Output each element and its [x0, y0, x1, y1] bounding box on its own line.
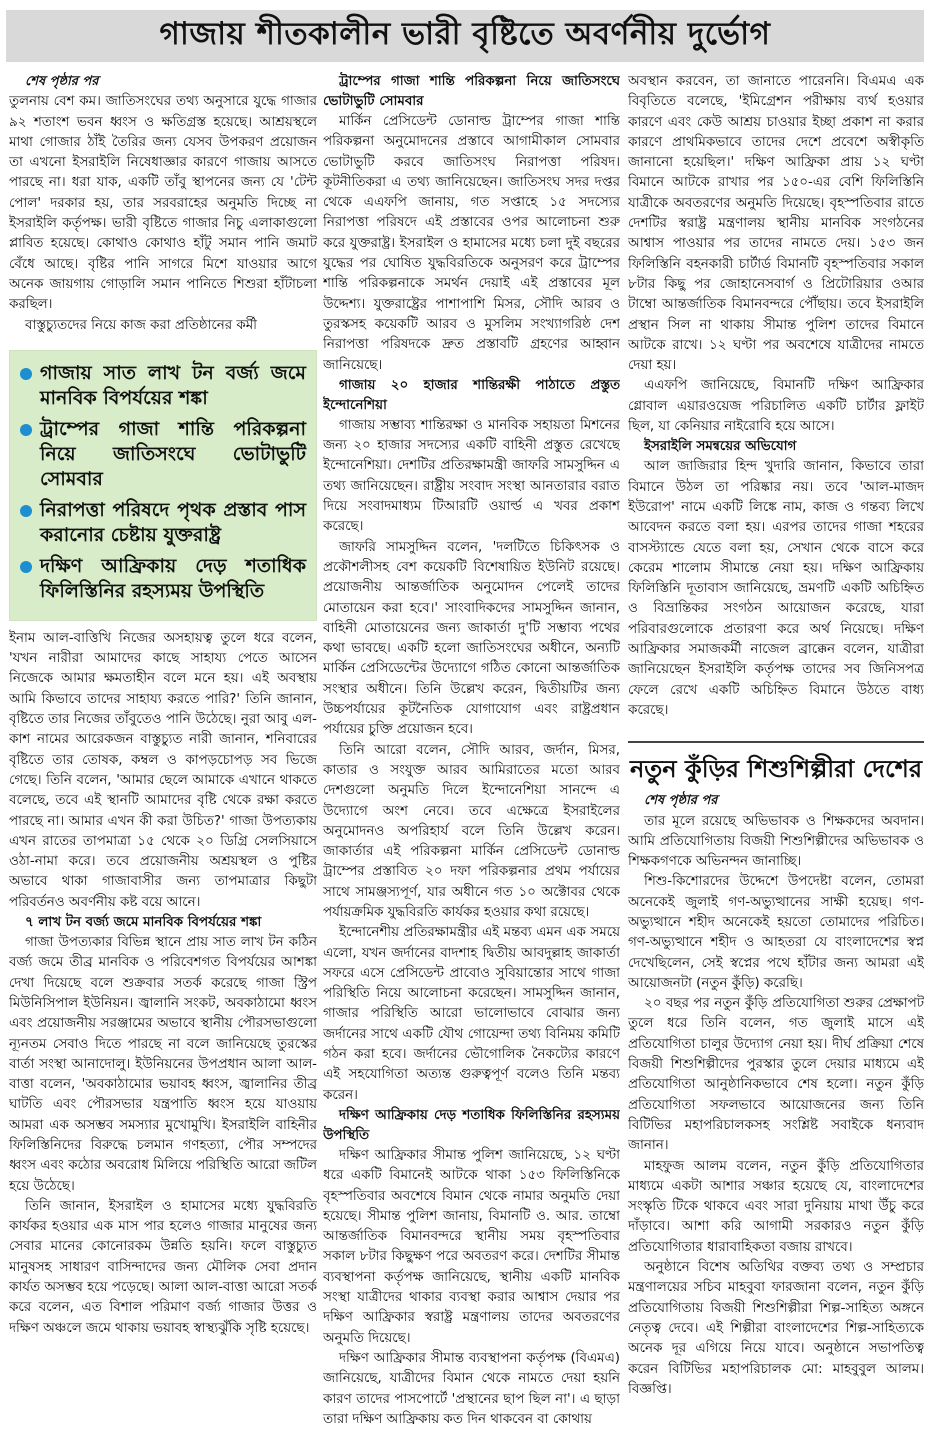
paragraph: অনুষ্ঠানে বিশেষ অতিথির বক্তব্য তথ্য ও সম্প্রচার মন্ত্রণালয়ের সচিব মাহবুবা ফারজানা বলেন, নতুন কুঁড়ি প্রতিযোগিতায় বিজয়ী শিশুশিল্পীরা শিল্প-সাহিত্য অঙ্গনে নেতৃত্ব দেবে। এই শিল্পীরা বাংলাদেশের শিল্প-সাহিত্যকে অনেক দূর এগিয়ে নিয়ে যাবে। অনুষ্ঠানে সভাপতিত্ব করেন বিটিভির মহাপরিচালক মো: মাহবুবুল আলম। বিজ্ঞপ্তি।	[628, 1260, 924, 1397]
article2-headline: নতুন কুঁড়ির শিশুশিল্পীরা দেশের	[629, 755, 923, 784]
highlight-text: দক্ষিণ আফ্রিকায় দেড় শতাধিক ফিলিস্তিনির রহস্যময় উপস্থিতি	[40, 554, 306, 602]
bullet-icon	[20, 505, 32, 517]
paragraph: গাজা উপত্যকার বিভিন্ন স্থানে প্রায় সাত লাখ টন কঠিন বর্জ্য জমে তীব্র মানবিক ও পরিবেশগত বিপর্যয়ের আশঙ্কা দেখা দিয়েছে বলে শুক্রবার সতর্ক করেছে গাজা স্ট্রিপ মিউনিসিপাল ইউনিয়ন। জ্বালানি সংকট, অবকাঠামো ধ্বংস এবং প্রয়োজনীয় সরঞ্জামের অভাবে স্থানীয় পৌরসভাগুলো ন্যূনতম সেবাও দিতে পারছে না বলে জানিয়েছে তুরস্কের বার্তা সংস্থা আনাদোলু। ইউনিয়নের উপপ্রধান আলা আল-বাত্তা বলেন, 'অবকাঠামোর ভয়াবহ ধ্বংস, জ্বালানির তীব্র ঘাটতি এবং পৌরসভার যন্ত্রপাতি ধ্বংস হয়ে যাওয়ায় আমরা এক অসম্ভব সমস্যার মুখোমুখি। ইসরাইলি বাহিনীর ফিলিস্তিনিদের বিরুদ্ধে চলমান গণহত্যা, পৌর সম্পদের ধ্বংস এবং কঠোর অবরোধ মিলিয়ে পরিস্থিতি আরো জটিল হয়ে উঠেছে।	[9, 935, 317, 1194]
subheading: গাজায় ২০ হাজার শান্তিরক্ষী পাঠাতে প্রস্তুত ইন্দোনেশিয়া	[323, 377, 620, 413]
paragraph: তিনি আরো বলেন, সৌদি আরব, জর্দান, মিসর, কাতার ও সংযুক্ত আরব আমিরাতের মতো আরব দেশগুলো অনুমতি দিলে ইন্দোনেশিয়া সানন্দে এ উদ্যোগে অংশ নেবে। তবে এক্ষেত্রে ইসরাইলের অনুমোদনও অপরিহার্য বলে তিনি উল্লেখ করেন। জাকার্তার এই পরিকল্পনা মার্কিন প্রেসিডেন্ট ডোনাল্ড ট্রাম্পের প্রস্তাবিত ২০ দফা পরিকল্পনার প্রথম পর্যায়ের সাথে সামঞ্জস্যপূর্ণ, যার অধীনে গত ১০ অক্টোবর থেকে পর্যায়ক্রমিক যুদ্ধবিরতি কার্যকর হওয়ার কথা রয়েছে।	[323, 742, 620, 920]
article-divider	[628, 741, 924, 743]
highlight-item	[20, 554, 306, 604]
bullet-icon	[20, 561, 32, 573]
page-headline: গাজায় শীতকালীন ভারী বৃষ্টিতে অবর্ণনীয় দুর্ভোগ	[159, 16, 771, 52]
bullet-icon	[20, 424, 32, 436]
paragraph: বাস্তুচ্যুতদের নিয়ে কাজ করা প্রতিষ্ঠানের কর্মী	[25, 317, 257, 333]
highlight-item	[20, 498, 306, 548]
continued-label: শেষ পৃষ্ঠার পর	[25, 74, 99, 89]
highlight-text: ট্রাম্পের গাজা শান্তি পরিকল্পনা নিয়ে জাতিসংঘে ভোটাভুটি সোমবার	[40, 417, 306, 490]
paragraph: এএফপি জানিয়েছে, বিমানটি দক্ষিণ আফ্রিকার গ্লোবাল এয়ারওয়েজ পরিচালিত একটি চার্টার ফ্লাইট ছিল, যা কেনিয়ার নাইরোবি হয়ে আসে।	[628, 378, 924, 435]
subheading: ট্রাম্পের গাজা শান্তি পরিকল্পনা নিয়ে জাতিসংঘে ভোটাভুটি সোমবার	[323, 74, 620, 109]
paragraph: গাজায় সম্ভাব্য শান্তিরক্ষা ও মানবিক সহায়তা মিশনের জন্য ২০ হাজার সদস্যের একটি বাহিনী প্রস্তুত রেখেছে ইন্দোনেশিয়া। দেশটির প্রতিরক্ষামন্ত্রী জাফরি সামসুদ্দিন এ তথ্য জানিয়েছেন। রাষ্ট্রীয় সংবাদ সংস্থা আনতারার বরাত দিয়ে সংবাদমাধ্যম টিআরটি ওয়ার্ল্ড এ খবর প্রকাশ করেছে।	[323, 417, 620, 535]
paragraph: আল জাজিরার হিন্দ খুদারি জানান, কিভাবে তারা বিমানে উঠল তা পরিষ্কার নয়। তবে 'আল-মাজদ ইউরোপ' নামে একটি লিঙ্কে নাম, কাজ ও গন্তব্য লিখে আবেদন করতে বলা হয়। এরপর তাদের গাজা শহরের বাসস্ট্যান্ডে যেতে বলা হয়, সেখান থেকে বাসে করে কেরেম শালোম সীমান্তে নেয়া হয়। দক্ষিণ আফ্রিকায় ফিলিস্তিনি দূতাবাস জানিয়েছে, ভ্রমণটি একটি অচিহ্নিত ও বিভ্রান্তিকর সংগঠন আয়োজন করেছে, যারা পরিবারগুলোকে প্রতারণা করে অর্থ নিয়েছে। দক্ষিণ আফ্রিকার সমাজকর্মী নাজেল ব্রাক্কেন বলেন, যাত্রীরা জানিয়েছেন ইসরাইলি কর্তৃপক্ষ তাদের সব জিনিসপত্র ফেলে রেখে একটি অচিহ্নিত বিমানে উঠতে বাধ্য করেছে।	[628, 459, 924, 718]
paragraph: দক্ষিণ আফ্রিকার সীমান্ত পুলিশ জানিয়েছে, ১২ ঘণ্টা ধরে একটি বিমানেই আটকে থাকা ১৫৩ ফিলিস্তিনিকে বৃহস্পতিবার অবশেষে বিমান থেকে নামার অনুমতি দেয়া হয়েছে। সীমান্ত পুলিশ জানায়, বিমানটি ও. আর. তাম্বো আন্তর্জাতিক বিমানবন্দরে স্থানীয় সময় বৃহস্পতিবার সকাল ৮টার কিছুক্ষণ পরে অবতরণ করে। দেশটির সীমান্ত ব্যবস্থাপনা কর্তৃপক্ষ জানিয়েছে, স্থানীয় একটি মানবিক সংস্থা যাত্রীদের থাকার ব্যবস্থা করার আশ্বাস দেয়ার পর দক্ষিণ আফ্রিকার স্বরাষ্ট্র মন্ত্রণালয় তাদের অবতরণের অনুমতি দিয়েছে।	[323, 1147, 620, 1346]
paragraph: তুলনায় বেশ কম। জাতিসংঘের তথ্য অনুসারে যুদ্ধে গাজার ৯২ শতাংশ ভবন ধ্বংস ও ক্ষতিগ্রস্ত হয়েছে। আশ্রয়স্থলে মাথা গোজার ঠাঁই তৈরির জন্য যেসব উপকরণ প্রয়োজন তা এখনো ইসরাইলি নিষেধাজ্ঞার কারণে গাজায় আসতে পারছে না। ধরা যাক, একটি তাঁবু স্থাপনের জন্য যে 'টেন্ট পোল' দরকার হয়, তার সরবরাহের অনুমতি দিচ্ছে না ইসরাইলি কর্তৃপক্ষ। ভারী বৃষ্টিতে গাজার নিচু এলাকাগুলো প্লাবিত হয়েছে। কোথাও কোথাও হাঁটু সমান পানি জমাট বেঁধে আছে। বৃষ্টির পানি সাগরে মিশে যাওয়ার আগে অনেক জায়গায় গোড়ালি সমান পানিতে শিশুরা হাঁটাচলা করছিল।	[9, 94, 317, 313]
paragraph: মাহফুজ আলম বলেন, নতুন কুঁড়ি প্রতিযোগিতার মাধ্যমে একটা আশার সঞ্চার হয়েছে যে, বাংলাদেশের সংস্কৃতি টিকে থাকবে এবং সারা দুনিয়ায় মাথা উঁচু করে দাঁড়াবে। আশা করি আগামী সরকারও নতুন কুঁড়ি প্রতিযোগিতার ধারাবাহিকতা বজায় রাখবে।	[628, 1158, 924, 1255]
subheading: ৭ লাখ টন বর্জ্য জমে মানবিক বিপর্যয়ের শঙ্কা	[25, 915, 262, 931]
paragraph: শিশু-কিশোরদের উদ্দেশে উপদেষ্টা বলেন, তোমরা অনেকেই জুলাই গণ-অভ্যুত্থানের সাক্ষী হয়েছ। গণ-অভ্যুত্থানে শহীদ অনেকেই হয়তো তোমাদের পরিচিত। গণ-অভ্যুত্থানে শহীদ ও আহতরা যে বাংলাদেশের স্বপ্ন দেখেছিলেন, সেই স্বপ্নের পথে হাঁটার জন্য আমরা এই আয়োজনটা (নতুন কুঁড়ি) করেছি।	[628, 874, 924, 991]
highlight-text: গাজায় সাত লাখ টন বর্জ্য জমে মানবিক বিপর্যয়ের শঙ্কা	[40, 361, 306, 409]
bullet-icon	[20, 368, 32, 380]
paragraph: তিনি জানান, ইসরাইল ও হামাসের মধ্যে যুদ্ধবিরতি কার্যকর হওয়ার এক মাস পার হলেও গাজার মানুষের জন্য সেবার মানের কোনোরকম উন্নতি হয়নি। ফলে বাস্তুচ্যুত মানুষসহ সাধারণ বাসিন্দাদের জন্য মৌলিক সেবা প্রদান কার্যত অসম্ভব হয়ে পড়েছে। আলা আল-বাত্তা আরো সতর্ক করে বলেন, এত বিশাল পরিমাণ বর্জ্য গাজার উত্তর ও দক্ষিণ অঞ্চলে জমে থাকায় ভয়াবহ স্বাস্থ্যঝুঁকি সৃষ্টি হয়েছে।	[9, 1198, 317, 1336]
paragraph: তার মূলে রয়েছে অভিভাবক ও শিক্ষকদের অবদান। আমি প্রতিযোগিতায় বিজয়ী শিশুশিল্পীদের অভিভাবক ও শিক্ষকগণকে অভিনন্দন জানাচ্ছি।	[628, 813, 924, 870]
highlight-item	[20, 417, 306, 492]
column-3	[628, 72, 924, 1442]
paragraph: জাফরি সামসুদ্দিন বলেন, 'দলটিতে চিকিৎসক ও প্রকৌশলীসহ বেশ কয়েকটি বিশেষায়িত ইউনিট রয়েছে। প্রয়োজনীয় আন্তর্জাতিক অনুমোদন পেলেই তাদের মোতায়েন করা হবে।' সাংবাদিকদের সামসুদ্দিন জানান, বাহিনী মোতায়েনের জন্য জাকার্তা দু'টি সম্ভাব্য পথের কথা ভাবছে। একটি হলো জাতিসংঘের অধীনে, অন্যটি মার্কিন প্রেসিডেন্টের উদ্যোগে গঠিত কোনো আন্তর্জাতিক সংস্থার অধীনে। তিনি উল্লেখ করেন, দ্বিতীয়টির জন্য উচ্চপর্যায়ের কূটনৈতিক যোগাযোগ এবং রাষ্ট্রপ্রধান পর্যায়ের চুক্তি প্রয়োজন হবে।	[323, 539, 620, 738]
paragraph: ইন্দোনেশীয় প্রতিরক্ষামন্ত্রীর এই মন্তব্য এমন এক সময়ে এলো, যখন জর্দানের বাদশাহ দ্বিতীয় আবদুল্লাহ জাকার্তা সফরে এসে প্রেসিডেন্ট প্রাবোও সুবিয়ান্তোর সাথে গাজা পরিস্থিতি নিয়ে আলোচনা করেছেন। সামসুদ্দিন জানান, গাজার পরিস্থিতি আরো ভালোভাবে বোঝার জন্য জর্দানের সাথে একটি যৌথ গোয়েন্দা তথ্য বিনিময় কমিটি গঠন করা হবে। জর্দানের ভৌগোলিক নৈকট্যের কারণে এই সহযোগিতা অত্যন্ত গুরুত্বপূর্ণ বলেও তিনি মন্তব্য করেন।	[323, 925, 620, 1103]
highlight-item	[20, 361, 306, 411]
paragraph: ২০ বছর পর নতুন কুঁড়ি প্রতিযোগিতা শুরুর প্রেক্ষাপট তুলে ধরে তিনি বলেন, গত জুলাই মাসে এই প্রতিযোগিতা চালুর উদ্যোগ নেয়া হয়। দীর্ঘ প্রক্রিয়া শেষে বিজয়ী শিশুশিল্পীদের পুরস্কার তুলে দেয়ার মাধ্যমে এই প্রতিযোগিতা আনুষ্ঠানিকভাবে শেষ হলো। নতুন কুঁড়ি প্রতিযোগিতা সফলভাবে আয়োজনের জন্য তিনি বিটিভির মহাপরিচালকসহ সংশ্লিষ্ট সবাইকে ধন্যবাদ জানান।	[628, 996, 924, 1154]
highlight-text: নিরাপত্তা পরিষদে পৃথক প্রস্তাব পাস করানোর চেষ্টায় যুক্তরাষ্ট্র	[40, 498, 306, 546]
highlights-box	[9, 350, 317, 621]
subheading: ইসরাইলি সমন্বয়ের অভিযোগ	[644, 439, 797, 455]
paragraph: অবস্থান করবেন, তা জানাতে পারেননি। বিএমএ এক বিবৃতিতে বলেছে, 'ইমিগ্রেশন পরীক্ষায় ব্যর্থ হওয়ার কারণে এবং কেউ আশ্রয় চাওয়ার ইচ্ছা প্রকাশ না করার কারণে প্রাথমিকভাবে তাদের দেশে প্রবেশে অস্বীকৃতি জানানো হয়েছিল।' দক্ষিণ আফ্রিকা প্রায় ১২ ঘণ্টা বিমানে আটকে রাখার পর ১৫০-এর বেশি ফিলিস্তিনি যাত্রীকে অবতরণের অনুমতি দিয়েছে। বৃহস্পতিবার রাতে দেশটির স্বরাষ্ট্র মন্ত্রণালয় স্থানীয় মানবিক সংগঠনের আশ্বাস পাওয়ার পর তাদের নামতে দেয়। ১৫৩ জন ফিলিস্তিনি বহনকারী চার্টার্ড বিমানটি বৃহস্পতিবার সকাল ৮টার কিছু পর জোহানেসবার্গ ও প্রিটোরিয়ার ওআর টাম্বো আন্তর্জাতিক বিমানবন্দরে পৌঁছায়। তবে ইসরাইলি প্রস্থান সিল না থাকায় সীমান্ত পুলিশ তাদের বিমানে আটকে রাখে। ১২ ঘণ্টা পর অবশেষে যাত্রীদের নামতে দেয়া হয়।	[628, 74, 924, 374]
paragraph: দক্ষিণ আফ্রিকার সীমান্ত ব্যবস্থাপনা কর্তৃপক্ষ (বিএমএ) জানিয়েছে, যাত্রীদের বিমান থেকে নামতে দেয়া হয়নি কারণ তাদের পাসপোর্টে 'প্রস্থানের ছাপ ছিল না'। এ ছাড়া তারা দক্ষিণ আফ্রিকায় কত দিন থাকবেন বা কোথায়	[323, 1350, 620, 1427]
continued-label: শেষ পৃষ্ঠার পর	[644, 793, 718, 809]
column-1	[9, 72, 317, 1442]
paragraph: মার্কিন প্রেসিডেন্ট ডোনাল্ড ট্রাম্পের গাজা শান্তি পরিকল্পনা অনুমোদনের প্রস্তাবে আগামীকাল সোমবার ভোটাভুটি করবে জাতিসংঘ নিরাপত্তা পরিষদ। কূটনীতিকরা এ তথ্য জানিয়েছেন। জাতিসংঘ সদর দপ্তর থেকে এএফপি জানায়, গত সপ্তাহে ১৫ সদস্যের নিরাপত্তা পরিষদে এই প্রস্তাবের ওপর আলোচনা শুরু করে যুক্তরাষ্ট্র। ইসরাইল ও হামাসের মধ্যে চলা দুই বছরের যুদ্ধের পর ঘোষিত যুদ্ধবিরতিকে অনুসরণ করে ট্রাম্পের শান্তি পরিকল্পনাকে সমর্থন দেয়াই এই প্রস্তাবের মূল উদ্দেশ্য। যুক্তরাষ্ট্রের পাশাপাশি মিসর, সৌদি আরব ও তুরস্কসহ কয়েকটি আরব ও মুসলিম সংখ্যাগরিষ্ঠ দেশ নিরাপত্তা পরিষদকে দ্রুত প্রস্তাবটি গ্রহণের আহ্বান জানিয়েছে।	[323, 114, 620, 373]
paragraph: ইনাম আল-বাত্তিখি নিজের অসহায়ত্ব তুলে ধরে বলেন, 'যখন নারীরা আমাদের কাছে সাহায্য পেতে আসেন নিজেকে আমার ক্ষমতাহীন বলে মনে হয়। এই অবস্থায় আমি কিভাবে তাদের সাহায্য করতে পারি?' তিনি জানান, বৃষ্টিতে তার নিজের তাঁবুতেও পানি উঠেছে। নুরা আবু এল-কাশ নামের আরেকজন বাস্তুচ্যুত নারী জানান, শনিবারের বৃষ্টিতে তার তোষক, কম্বল ও কাপড়চোপড় সব ভিজে গেছে। তিনি বলেন, 'আমার ছেলে আমাকে এখানে থাকতে বলেছে, তবে এই স্থানটি আমাদের বৃষ্টি থেকে রক্ষা করতে পারছে না। আমার এখন কী করা উচিত?' গাজা উপত্যকায় এখন রাতের তাপমাত্রা ১৫ থেকে ২০ ডিগ্রি সেলসিয়াসে ওঠা-নামা করে। তবে প্রয়োজনীয় অশ্রয়স্থল ও পুষ্টির অভাবে থাকা গাজাবাসীর জন্য তাপমাত্রার কিছুটা পরিবর্তনও অবর্ণনীয় কষ্ট বয়ে আনে।	[9, 630, 317, 910]
subheading: দক্ষিণ আফ্রিকায় দেড় শতাধিক ফিলিস্তিনির রহস্যময় উপস্থিতি	[323, 1107, 620, 1143]
column-2	[323, 72, 620, 1442]
headline-bar	[6, 10, 924, 62]
